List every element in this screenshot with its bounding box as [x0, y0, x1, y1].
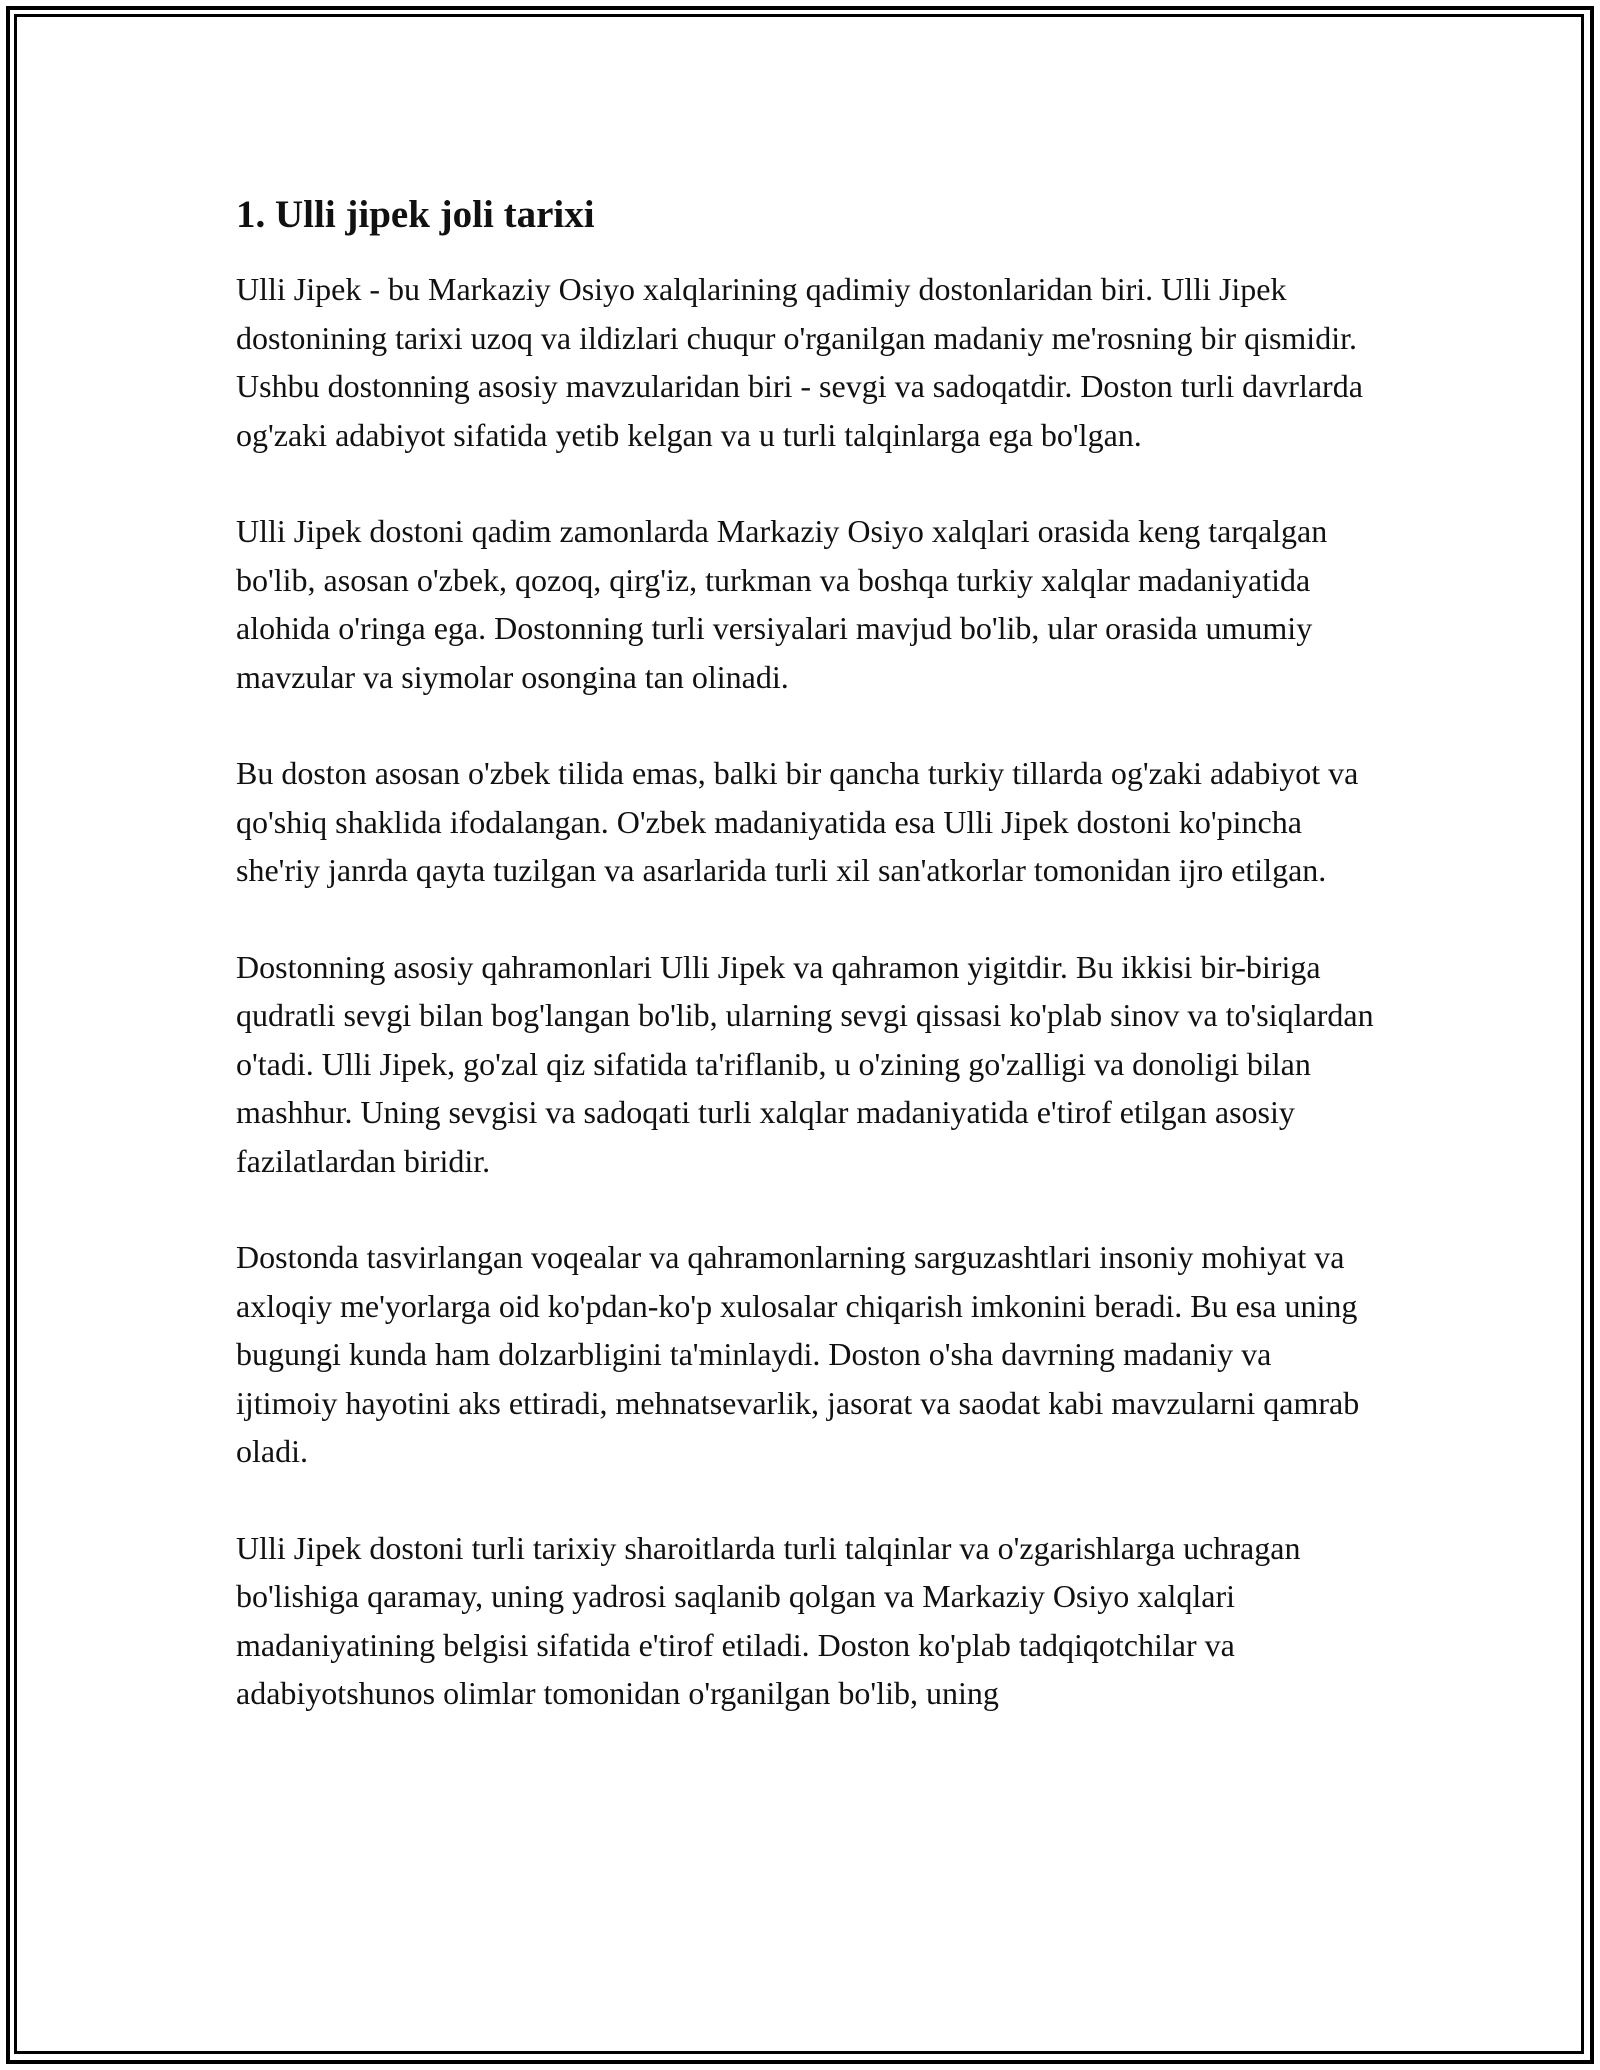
section-heading: 1. Ulli jipek joli tarixi: [236, 193, 595, 236]
paragraph-2: Ulli Jipek dostoni qadim zamonlarda Markaziy Osiyo xalqlari orasida keng tarqalgan bo'lib, asosan o'zbek, qozoq, qirg'iz, turkman va boshqa turkiy xalqlar madaniyatida alohida o'ringa ega. Dostonning turli versiyalari mavjud bo'lib, ular orasida umumiy mavzular va siymolar osongina tan olinadi.: [236, 513, 1328, 695]
document-body: [236, 185, 1376, 1766]
paragraph-4: Dostonning asosiy qahramonlari Ulli Jipek va qahramon yigitdir. Bu ikkisi bir-biriga qudratli sevgi bilan bog'langan bo'lib, ularning sevgi qissasi ko'plab sinov va to'siqlardan o'tadi. Ulli Jipek, go'zal qiz sifatida ta'riflanib, u o'zining go'zalligi va donoligi bilan mashhur. Uning sevgisi va sadoqati turli xalqlar madaniyatida e'tirof etilgan asosiy fazilatlardan biridir.: [236, 948, 1374, 1179]
paragraph-5: Dostonda tasvirlangan voqealar va qahramonlarning sarguzashtlari insoniy mohiyat va axloqiy me'yorlarga oid ko'pdan-ko'p xulosalar chiqarish imkonini beradi. Bu esa uning bugungi kunda ham dolzarbligini ta'minlaydi. Doston o'sha davrning madaniy va ijtimoiy hayotini aks ettiradi, mehnatsevarlik, jasorat va saodat kabi mavzularni qamrab oladi.: [236, 1239, 1360, 1469]
paragraph-1: Ulli Jipek - bu Markaziy Osiyo xalqlarining qadimiy dostonlaridan biri. Ulli Jipek dostonining tarixi uzoq va ildizlari chuqur o'rganilgan madaniy me'rosning bir qismidir. Ushbu dostonning asosiy mavzularidan biri - sevgi va sadoqatdir. Doston turli davrlarda og'zaki adabiyot sifatida yetib kelgan va u turli talqinlarga ega bo'lgan.: [236, 271, 1363, 453]
paragraph-6: Ulli Jipek dostoni turli tarixiy sharoitlarda turli talqinlar va o'zgarishlarga uchragan bo'lishiga qaramay, uning yadrosi saqlanib qolgan va Markaziy Osiyo xalqlari madaniyatining belgisi sifatida e'tirof etiladi. Doston ko'plab tadqiqotchilar va adabiyotshunos olimlar tomonidan o'rganilgan bo'lib, uning: [236, 1529, 1301, 1711]
paragraph-3: Bu doston asosan o'zbek tilida emas, balki bir qancha turkiy tillarda og'zaki adabiyot va qo'shiq shaklida ifodalangan. O'zbek madaniyatida esa Ulli Jipek dostoni ko'pincha she'riy janrda qayta tuzilgan va asarlarida turli xil san'atkorlar tomonidan ijro etilgan.: [236, 755, 1359, 888]
